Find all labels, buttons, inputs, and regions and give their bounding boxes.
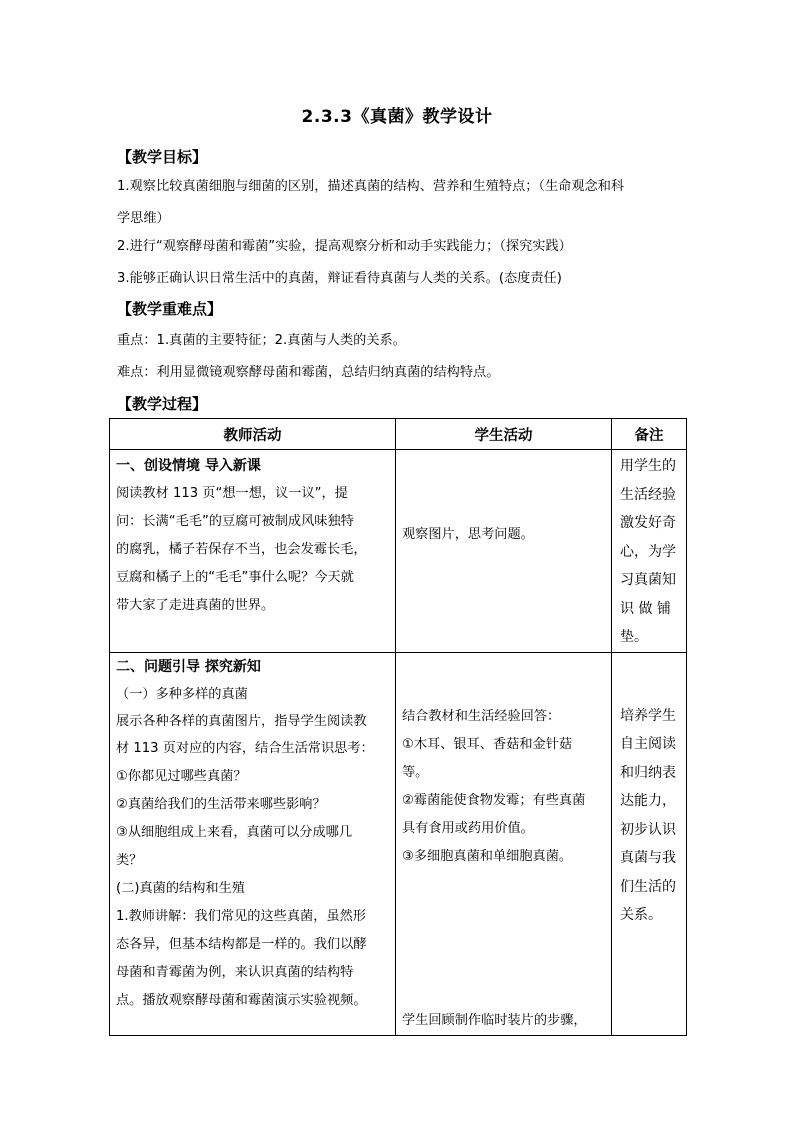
objectives-heading: 【教学目标】 xyxy=(117,148,208,166)
note-line: 垫。 xyxy=(620,629,648,645)
student-line: 结合教材和生活经验回答： xyxy=(402,708,561,724)
teacher-line: 类？ xyxy=(116,852,143,868)
student-line: ②霉菌能使食物发霉；有些真菌 xyxy=(402,792,586,808)
note-line: 生活经验 xyxy=(620,486,676,503)
student-line: ③多细胞真菌和单细胞真菌。 xyxy=(402,848,573,864)
teacher-line: 问：长满“毛毛”的豆腐可被制成风味独特 xyxy=(116,514,354,529)
note-line: 识 做 铺 xyxy=(620,600,671,617)
teacher-line: 母菌和青霉菌为例，来认识真菌的结构特 xyxy=(116,964,354,980)
note-line: 习真菌知 xyxy=(620,572,676,588)
key-points-focus: 重点：1.真菌的主要特征；2.真菌与人类的关系。 xyxy=(117,333,406,348)
student-line: 学生回顾制作临时装片的步骤， xyxy=(402,1012,587,1028)
teacher-line: (二)真菌的结构和生殖 xyxy=(116,880,245,896)
teacher-line: 二、问题引导 探究新知 xyxy=(116,658,261,675)
objective-1-line-1: 1.观察比较真菌细胞与细菌的区别，描述真菌的结构、营养和生殖特点；（生命观念和科 xyxy=(117,179,625,194)
teacher-line: （一）多种多样的真菌 xyxy=(116,686,248,702)
teacher-cell xyxy=(110,450,396,653)
student-line: ①木耳、银耳、香菇和金针菇 xyxy=(402,736,573,752)
teacher-line: 豆腐和橘子上的“毛毛”事什么呢？今天就 xyxy=(116,570,354,585)
header-teacher: 教师活动 xyxy=(110,419,396,450)
teacher-cell xyxy=(110,652,396,1035)
key-points-heading: 【教学重难点】 xyxy=(117,300,223,318)
document-title: 2.3.3《真菌》教学设计 xyxy=(301,107,493,127)
teacher-line: 带大家了走进真菌的世界。 xyxy=(116,598,275,613)
header-note: 备注 xyxy=(612,419,687,450)
note-cell xyxy=(612,652,687,1035)
teacher-line: 点。播放观察酵母菌和霉菌演示实验视频。 xyxy=(116,992,367,1008)
note-line: 初步认识 xyxy=(620,821,676,838)
objective-3: 3.能够正确认识日常生活中的真菌，辩证看待真菌与人类的关系。(态度责任) xyxy=(117,271,562,286)
header-student: 学生活动 xyxy=(396,419,612,450)
note-line: 激发好奇 xyxy=(620,515,676,531)
note-line: 真菌与我 xyxy=(620,850,676,866)
process-table xyxy=(109,418,687,1036)
process-heading: 【教学过程】 xyxy=(117,395,208,413)
note-line: 培养学生 xyxy=(620,707,676,724)
teacher-line: 材 113 页对应的内容，结合生活常识思考： xyxy=(116,740,374,756)
teacher-line: 一、创设情境 导入新课 xyxy=(116,458,261,474)
objective-2: 2.进行“观察酵母菌和霉菌”实验，提高观察分析和动手实践能力；（探究实践） xyxy=(117,239,572,254)
teacher-line: ②真菌给我们的生活带来哪些影响？ xyxy=(116,796,326,812)
teacher-line: 态各异，但基本结构都是一样的。我们以酵 xyxy=(116,936,367,952)
teacher-line: 的腐乳，橘子若保存不当，也会发霉长毛， xyxy=(116,542,367,557)
teacher-line: ①你都见过哪些真菌？ xyxy=(116,768,247,784)
student-line: 观察图片，思考问题。 xyxy=(402,527,534,542)
table-header-row xyxy=(110,419,687,450)
note-line: 用学生的 xyxy=(620,458,676,474)
teacher-line: 1.教师讲解：我们常见的这些真菌，虽然形 xyxy=(116,908,366,924)
note-line: 心，为学 xyxy=(620,543,676,560)
note-line: 自主阅读 xyxy=(620,736,676,752)
note-line: 们生活的 xyxy=(620,878,676,895)
teacher-line: 展示各种各样的真菌图片，指导学生阅读教 xyxy=(116,713,367,729)
note-line: 关系。 xyxy=(620,907,662,923)
note-line: 和归纳表 xyxy=(620,764,676,781)
table-row xyxy=(110,450,687,653)
teacher-line: ③从细胞组成上来看，真菌可以分成哪几 xyxy=(116,824,353,840)
student-cell xyxy=(396,652,612,1035)
table-row xyxy=(110,652,687,1035)
student-line: 具有食用或药用价值。 xyxy=(402,820,534,836)
student-cell xyxy=(396,450,612,653)
student-line: 等。 xyxy=(402,764,429,780)
teacher-line: 阅读教材 113 页“想一想，议一议”，提 xyxy=(116,486,348,501)
key-points-difficulty: 难点：利用显微镜观察酵母菌和霉菌，总结归纳真菌的结构特点。 xyxy=(117,365,500,380)
objective-1-line-2: 学思维） xyxy=(117,211,170,226)
objective-1 xyxy=(117,171,687,235)
note-cell xyxy=(612,450,687,653)
note-line: 达能力， xyxy=(620,793,676,809)
